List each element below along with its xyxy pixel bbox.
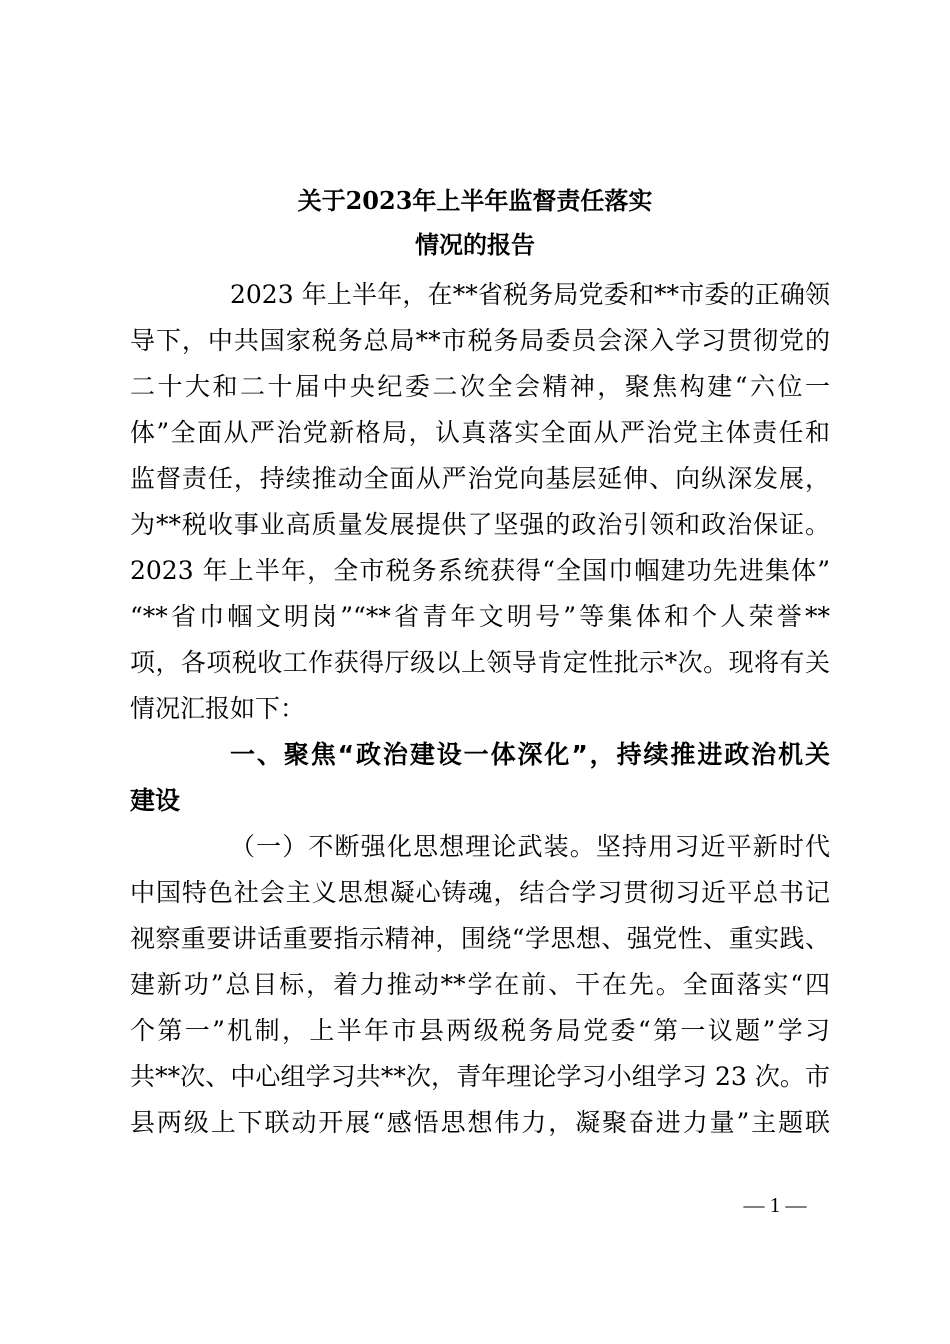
intro-line-9: 项，各项税收工作获得厅级以上领导肯定性批示*次。现将有关 — [130, 648, 830, 677]
intro-line-7: 2023 年上半年，全市税务系统获得“全国巾帼建功先进集体” — [130, 556, 830, 585]
subsection-line-5: 个第一”机制，上半年市县两级税务局党委“第一议题”学习 — [130, 1016, 830, 1045]
section-heading-line-2: 建设 — [130, 786, 181, 815]
intro-line-10: 情况汇报如下： — [130, 694, 306, 723]
section-heading-line-1: 一、聚焦“政治建设一体深化”，持续推进政治机关 — [230, 740, 830, 769]
intro-line-1: 2023 年上半年，在**省税务局党委和**市委的正确领 — [230, 280, 830, 309]
title-line-1: 关于2023年上半年监督责任落实 — [297, 186, 653, 215]
intro-line-2: 导下，中共国家税务总局**市税务局委员会深入学习贯彻党的 — [130, 326, 830, 355]
subsection-line-7: 县两级上下联动开展“感悟思想伟力，凝聚奋进力量”主题联 — [130, 1108, 830, 1137]
subsection-line-4: 建新功”总目标，着力推动**学在前、干在先。全面落实“四 — [130, 970, 830, 999]
page-number: — 1 — — [743, 1193, 807, 1217]
intro-line-6: 为**税收事业高质量发展提供了坚强的政治引领和政治保证。 — [130, 510, 830, 539]
intro-line-8: “**省巾帼文明岗”“**省青年文明号”等集体和个人荣誉** — [130, 602, 830, 631]
subsection-line-6: 共**次、中心组学习共**次，青年理论学习小组学习 23 次。市 — [130, 1062, 830, 1091]
intro-line-3: 二十大和二十届中央纪委二次全会精神，聚焦构建“六位一 — [130, 372, 830, 401]
subsection-line-2: 中国特色社会主义思想凝心铸魂，结合学习贯彻习近平总书记 — [130, 878, 830, 907]
intro-line-5: 监督责任，持续推动全面从严治党向基层延伸、向纵深发展， — [130, 464, 830, 493]
subsection-line-1: （一）不断强化思想理论武装。坚持用习近平新时代 — [230, 832, 830, 861]
intro-line-4: 体”全面从严治党新格局，认真落实全面从严治党主体责任和 — [130, 418, 830, 447]
title-line-2: 情况的报告 — [415, 230, 535, 259]
subsection-line-3: 视察重要讲话重要指示精神，围绕“学思想、强党性、重实践、 — [130, 924, 830, 953]
